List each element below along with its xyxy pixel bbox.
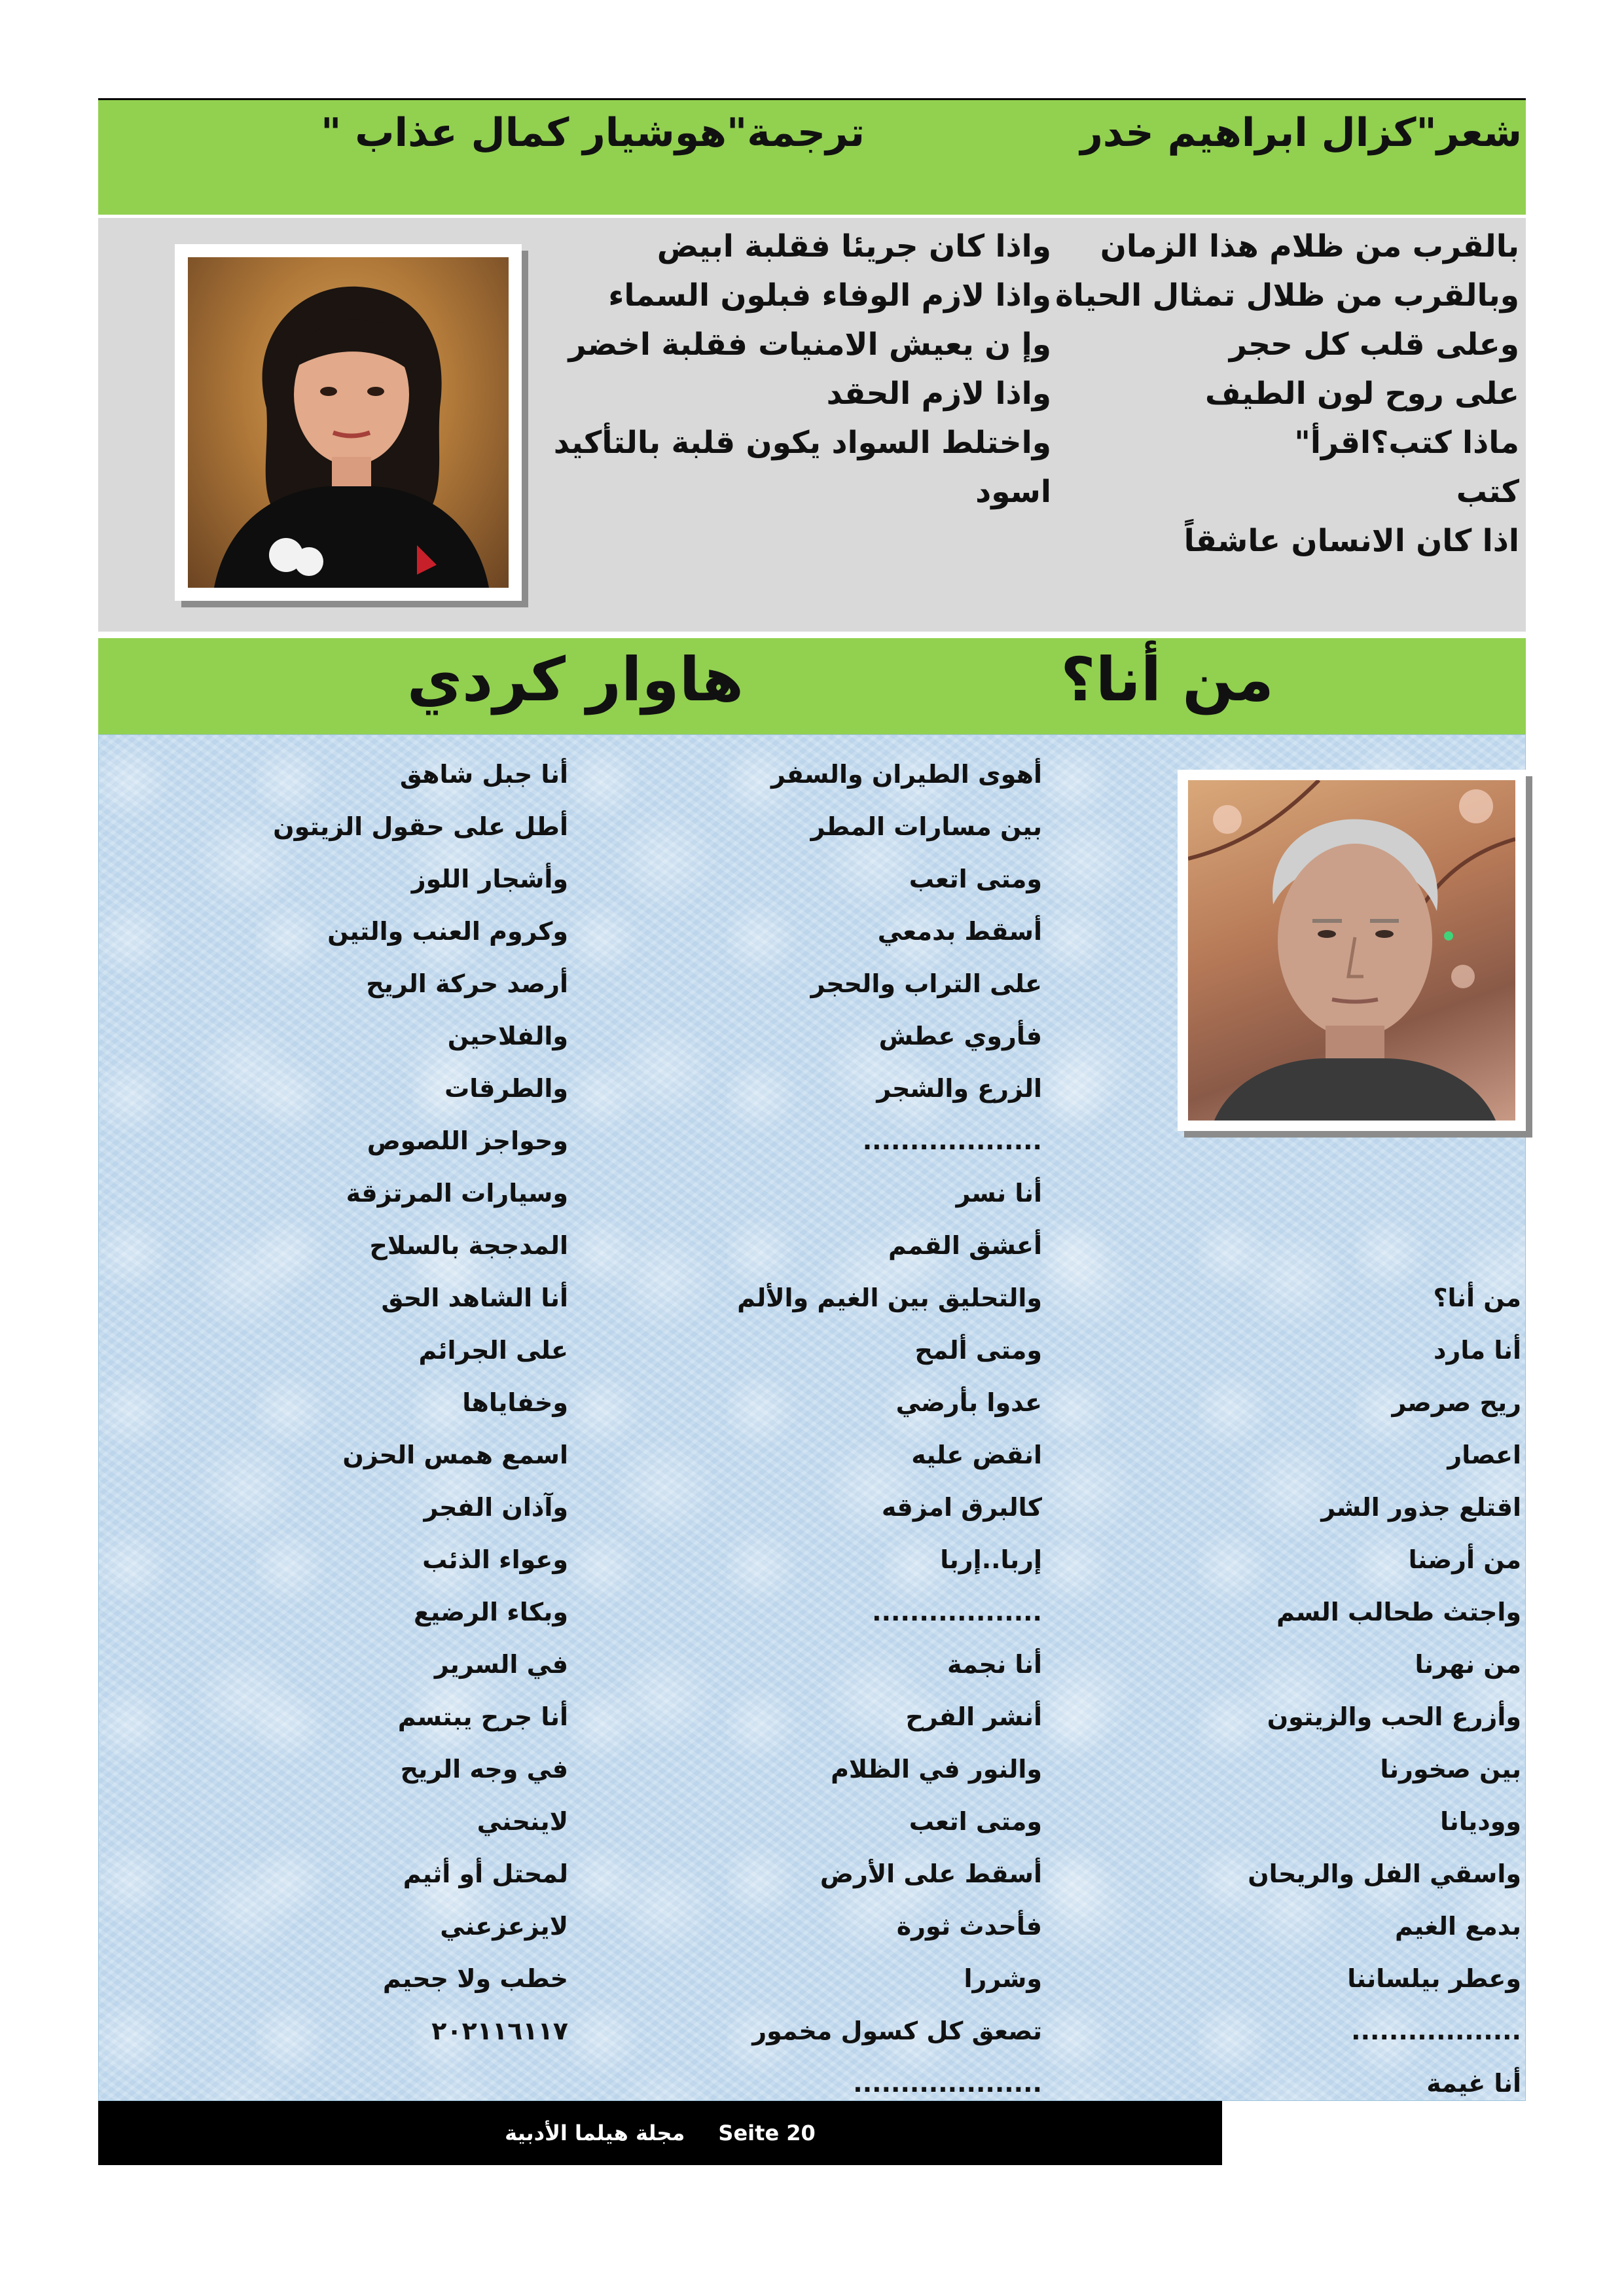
poem-line: أنا نسر <box>956 1179 1042 1208</box>
poem-line: على الجرائم <box>418 1336 568 1365</box>
poem-line: عدوا بأرضي <box>895 1388 1042 1417</box>
page-footer <box>98 2101 1222 2165</box>
poem-line: واذا لازم الحقد <box>826 376 1051 412</box>
poem-line: من أرضنا <box>1408 1545 1521 1574</box>
poem-line: بدمع الغيم <box>1395 1912 1521 1941</box>
poem-title: من أنا؟ <box>1060 645 1274 715</box>
poem-line: أعشق القمم <box>888 1231 1042 1260</box>
poem-line: وأزرع الحب والزيتون <box>1267 1702 1521 1731</box>
poem-line: من أنا؟ <box>1433 1283 1521 1312</box>
poem-line: أطل على حقول الزيتون <box>273 812 568 841</box>
poem-line: من نهرنا <box>1415 1650 1521 1679</box>
poem-line: ومتى ألمح <box>914 1336 1042 1365</box>
poem-date: ٢٠٢١١٦١١٧ <box>431 2017 568 2045</box>
poem-line: اذا كان الانسان عاشقاً <box>1183 523 1519 559</box>
poem-line: أنا الشاهد الحق <box>381 1283 568 1312</box>
poem-line: أنا جبل شاهق <box>399 760 568 789</box>
poem-line: اقتلع جذور الشر <box>1321 1493 1521 1522</box>
poem-line: خطب ولا جحيم <box>382 1964 568 1993</box>
section1-header <box>98 100 1526 215</box>
poem-line: وبكاء الرضيع <box>413 1598 568 1626</box>
poem-line: المدججة بالسلاح <box>369 1231 568 1260</box>
translator-credit: ترجمة"هوشيار كمال عذاب " <box>321 110 865 156</box>
poem-line: واجتث طحالب السم <box>1276 1598 1521 1626</box>
poem-line: في وجه الريح <box>400 1755 568 1784</box>
poem2-right-column <box>1181 1272 1521 2109</box>
poem2-left-column <box>175 748 568 2057</box>
section2-header <box>98 638 1526 734</box>
poem-line: أنا نجمة <box>947 1650 1042 1679</box>
author-portrait <box>1178 770 1526 1131</box>
poem-line: .................. <box>872 1598 1042 1626</box>
poem-line: إربا..إربا <box>940 1545 1042 1574</box>
poem-line: أنشر الفرح <box>905 1702 1042 1731</box>
poem1-right-column <box>1055 222 1519 565</box>
poem-line: واختلط السواد يكون قلبة بالتأكيد <box>553 425 1051 461</box>
poem-line: على روح لون الطيف <box>1204 376 1519 412</box>
poem-line: ومتى اتعب <box>909 1807 1042 1836</box>
poet-portrait <box>175 244 522 601</box>
poem1-left-column <box>553 222 1051 516</box>
poem-line: وأشجار اللوز <box>411 865 568 893</box>
poem-line: ووديانا <box>1440 1807 1521 1836</box>
poem-line: وسيارات المرتزقة <box>346 1179 568 1208</box>
poem-line: فأروي عطش <box>878 1022 1042 1050</box>
poem-line: ................... <box>862 1126 1042 1155</box>
page-number: Seite 20 <box>718 2121 816 2145</box>
poem-line: .................. <box>1351 2017 1521 2045</box>
poem-line: لمحتل أو أثيم <box>403 1859 568 1888</box>
poem-line: وحواجز اللصوص <box>367 1126 568 1155</box>
poem-line: ماذا كتب؟اقرأ" <box>1294 425 1519 461</box>
poem-line: أسقط بدمعي <box>877 917 1042 946</box>
poem2-middle-column <box>623 748 1042 2109</box>
poem-line: على التراب والحجر <box>810 969 1042 998</box>
poem-line: أرصد حركة الريح <box>366 969 568 998</box>
poem-line: فأحدث ثورة <box>896 1912 1042 1941</box>
poem-line: انقض عليه <box>911 1441 1042 1469</box>
poem-line: وخفاياها <box>462 1388 568 1417</box>
poem-line: وبالقرب من ظلال تمثال الحياة <box>1055 278 1519 314</box>
woman-figure-icon <box>188 257 509 588</box>
poem-line: وعلى قلب كل حجر <box>1229 327 1519 363</box>
poem-line: واذا لازم الوفاء فبلون السماء <box>608 278 1051 314</box>
poem-line: وشررا <box>964 1964 1042 1993</box>
poem-line: اسمع همس الحزن <box>342 1441 568 1469</box>
poem-line: وعواء الذئب <box>422 1545 568 1574</box>
poet-credit: شعر"كزال ابراهيم خدر <box>1080 110 1522 156</box>
poem-line: الزرع والشجر <box>876 1074 1042 1103</box>
man-figure-icon <box>1188 780 1515 1121</box>
poem-line: والفلاحين <box>447 1022 568 1050</box>
poem-line: بين صخورنا <box>1380 1755 1521 1784</box>
poem-line: واسقي الفل والريحان <box>1248 1859 1521 1888</box>
section2-panel <box>98 734 1526 2101</box>
poem-line: وإ ن يعيش الامنيات فقلبة اخضر <box>568 327 1051 363</box>
poem-line: اعصار <box>1447 1441 1521 1469</box>
poem-line: والنور في الظلام <box>831 1755 1042 1784</box>
poem-line: بالقرب من ظلام هذا الزمان <box>1100 228 1519 264</box>
poem-line: أنا غيمة <box>1426 2069 1521 2098</box>
poem-line: وعطر بيلساننا <box>1347 1964 1521 1993</box>
poem-line: ريح صرصر <box>1392 1388 1521 1417</box>
poem-line: ومتى اتعب <box>909 865 1042 893</box>
footer-text <box>98 2101 1222 2165</box>
poem-line: وكروم العنب والتين <box>327 917 568 946</box>
poem-line: أنا جرح يبتسم <box>397 1702 568 1731</box>
poem-line: لايزعزعني <box>440 1912 568 1941</box>
poem-line: لاينحني <box>477 1807 568 1836</box>
author-name: هاوار كردي <box>406 645 744 715</box>
poem-line: وآذان الفجر <box>424 1493 568 1522</box>
poem-line: .................... <box>853 2069 1042 2098</box>
poem-line: أنا مارد <box>1434 1336 1521 1365</box>
magazine-name: مجلة هيلما الأدبية <box>505 2121 685 2145</box>
poem-line: بين مسارات المطر <box>810 812 1042 841</box>
poem-line: أسقط على الأرض <box>820 1859 1042 1888</box>
poem-line: أهوى الطيران والسفر <box>771 760 1042 789</box>
poem-line: في السرير <box>434 1650 568 1679</box>
section1-panel <box>98 218 1526 632</box>
poem-line: تصعق كل كسول مخمور <box>752 2017 1042 2045</box>
poem-line: اسود <box>975 474 1051 510</box>
poem-line: كالبرق امزقه <box>881 1493 1042 1522</box>
poem-line: والطرقات <box>444 1074 568 1103</box>
poem-line: واذا كان جريئا فقلبة ابيض <box>657 228 1051 264</box>
poem-line: والتحليق بين الغيم والألم <box>737 1283 1042 1312</box>
poem-line: كتب <box>1456 474 1519 510</box>
